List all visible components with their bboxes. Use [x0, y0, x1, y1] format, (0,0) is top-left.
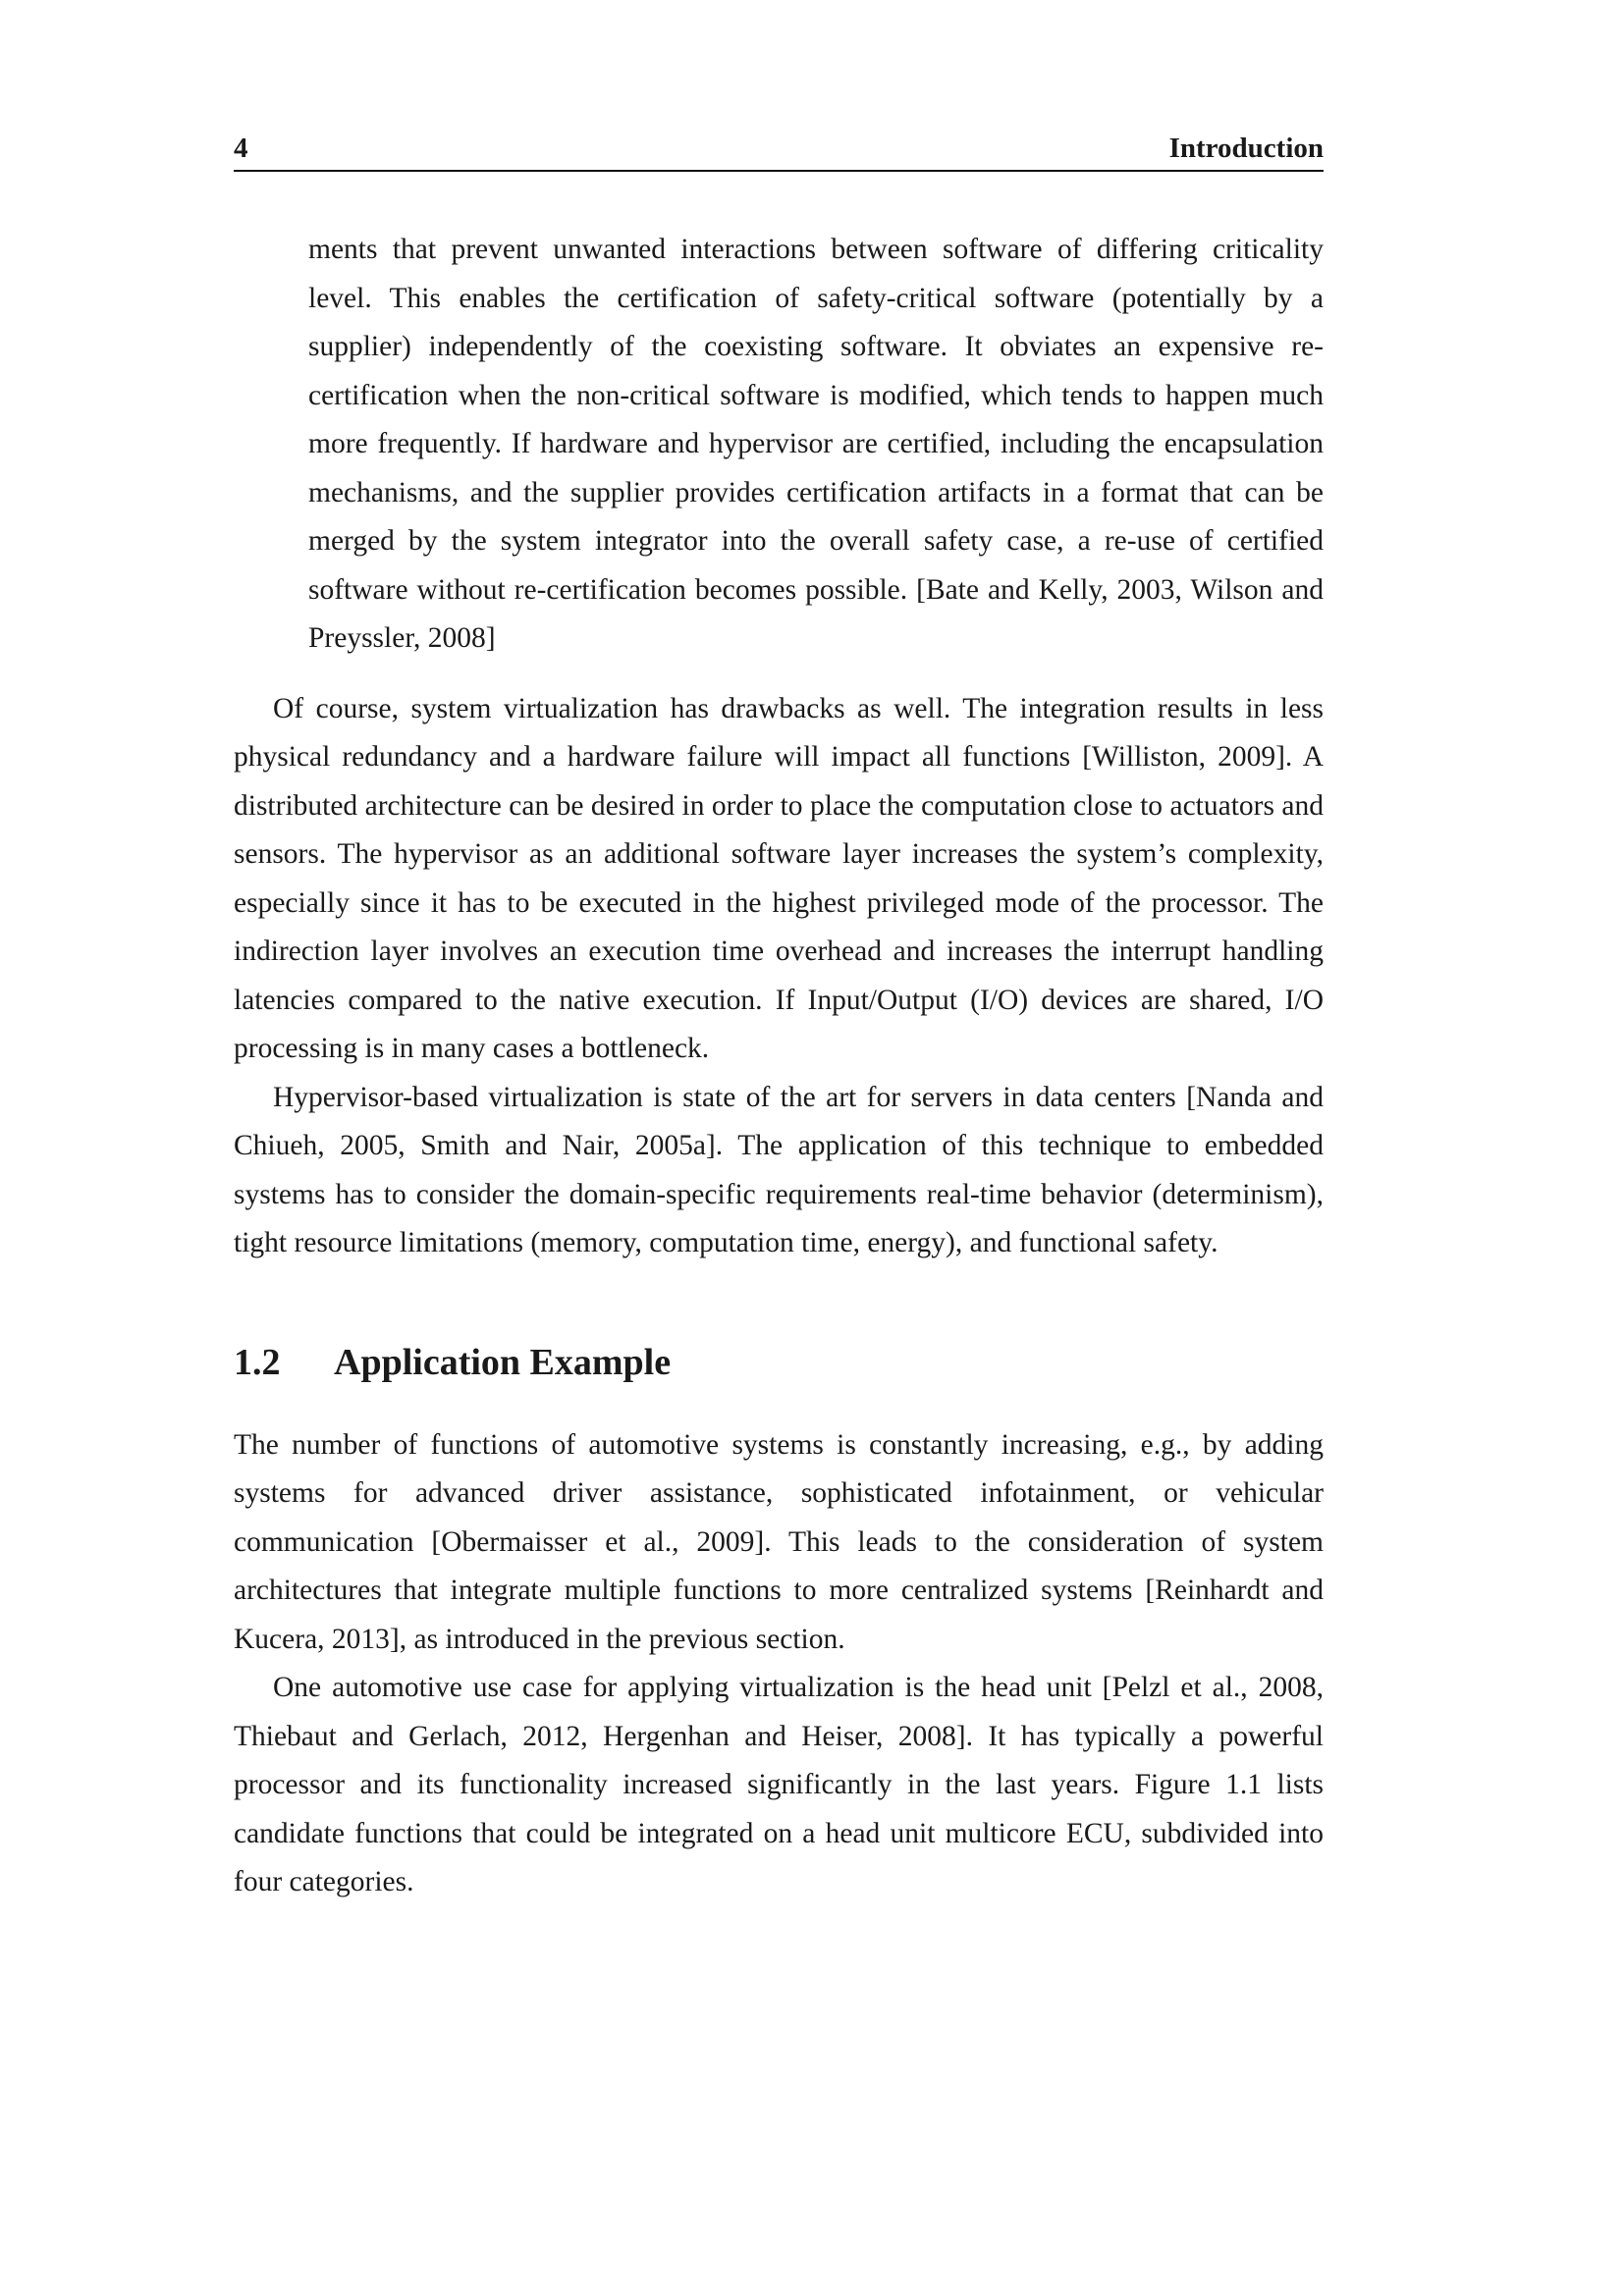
body-text: [234, 226, 1324, 1907]
paragraph-drawbacks: Of course, system virtualization has drawbacks as well. The integration results in less physical redundancy and a hardware failure will impact all functions [Williston, 2009]. A distributed architecture can be desired in order to place the computation close to actuators and sensors. The hypervisor as an additional software layer increases the system’s complexity, especially since it has to be executed in the highest privileged mode of the processor. The indirection layer involves an execution time overhead and increases the interrupt handling latencies compared to the native execution. If Input/Output (I/O) devices are shared, I/O processing is in many cases a bottleneck.: [234, 692, 1324, 1064]
section-title: Application Example: [334, 1341, 672, 1383]
page-number: 4: [234, 133, 248, 164]
section-heading: [234, 1339, 1324, 1386]
quote-continuation: ments that prevent unwanted interactions between software of differing criticality level. This enables the certification of safety-critical software (potentially by a supplier) independently of the coexisting software. It obviates an expensive re-certification when the non-critical software is modified, which tends to happen much more frequently. If hardware and hypervisor are certified, including the encapsulation mechanisms, and the supplier provides certification artifacts in a format that can be merged by the system integrator into the overall safety case, a re-use of certified software without re-certification becomes possible. [Bate and Kelly, 2003, Wilson and Preyssler, 2008]: [308, 234, 1324, 654]
paragraph-state-of-art: Hypervisor-based virtualization is state of the art for servers in data centers [Nanda and Chiueh, 2005, Smith and Nair, 2005a]. The application of this technique to embedded systems has to consider the domain-specific requirements real-time behavior (determinism), tight resource limitations (memory, computation time, energy), and functional safety.: [234, 1081, 1324, 1258]
chapter-title: Introduction: [1168, 133, 1324, 164]
paragraph-functions: The number of functions of automotive systems is constantly increasing, e.g., by adding systems for advanced driver assistance, sophisticated infotainment, or vehicular communication [Obermaisser et al., 2009]. This leads to the consideration of system architectures that integrate multiple functions to more centralized systems [Reinhardt and Kucera, 2013], as introduced in the previous section.: [234, 1428, 1324, 1655]
section-number: 1.2: [234, 1341, 281, 1383]
running-header: [234, 131, 1324, 172]
paragraph-head-unit: One automotive use case for applying virtualization is the head unit [Pelzl et al., 2008, Thiebaut and Gerlach, 2012, Hergenhan and Heiser, 2008]. It has typically a powerful processor and its functionality increased significantly in the last years. Figure 1.1 lists candidate functions that could be integrated on a head unit multicore ECU, subdivided into four categories.: [234, 1672, 1324, 1897]
